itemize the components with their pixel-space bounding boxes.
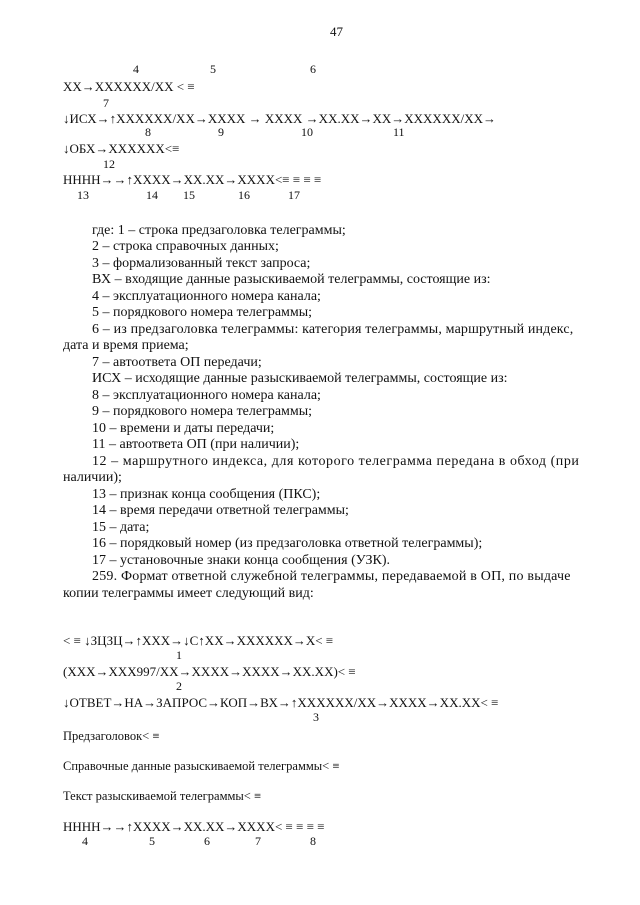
format-number: 17 (288, 188, 300, 202)
format-number: 5 (149, 834, 155, 848)
format-line: < ≡ ↓ЗЦЗЦ→↑ХХХ→↓С↑ХХ→ХХХХХХ→Х< ≡ (63, 633, 334, 648)
format-line: Текст разыскиваемой телеграммы< ≡ (63, 789, 262, 803)
format-number: 6 (310, 62, 316, 76)
legend-line: 9 – порядкового номера телеграммы; (92, 404, 313, 419)
legend-line: 3 – формализованный текст запроса; (92, 256, 311, 271)
format-number: 2 (176, 679, 182, 693)
format-line: Предзаголовок< ≡ (63, 729, 160, 743)
format-number: 7 (255, 834, 261, 848)
legend-line: ВХ – входящие данные разыскиваемой телеграммы, состоящие из: (92, 272, 491, 287)
format-number: 13 (77, 188, 89, 202)
legend-line: 4 – эксплуатационного номера канала; (92, 289, 321, 304)
legend-line: 2 – строка справочных данных; (92, 239, 279, 254)
format-number: 4 (133, 62, 139, 76)
legend-line: ИСХ – исходящие данные разыскиваемой телеграммы, состоящие из: (92, 371, 508, 386)
legend-line: 10 – времени и даты передачи; (92, 421, 275, 436)
legend-line: копии телеграммы имеет следующий вид: (63, 586, 314, 601)
format-number: 8 (145, 125, 151, 139)
format-number: 16 (238, 188, 250, 202)
format-number: 15 (183, 188, 195, 202)
legend-line: 13 – признак конца сообщения (ПКС); (92, 487, 321, 502)
format-line: ↓ОБХ→ХХХХХХ<≡ (63, 141, 180, 156)
legend-line: 7 – автоответа ОП передачи; (92, 355, 262, 370)
legend-line: 17 – установочные знаки конца сообщения (УЗК). (92, 553, 390, 568)
format-number: 4 (82, 834, 88, 848)
format-line: НННН→→↑ХХХХ→ХХ.ХХ→ХХХХ<≡ ≡ ≡ ≡ (63, 172, 322, 187)
legend-line: 259. Формат ответной служебной телеграммы, передаваемой в ОП, по выдаче (92, 569, 571, 584)
format-number: 1 (176, 648, 182, 662)
format-number: 10 (301, 125, 313, 139)
page-number: 47 (330, 24, 343, 39)
format-number: 3 (313, 710, 319, 724)
format-number: 14 (146, 188, 158, 202)
format-number: 7 (103, 96, 109, 110)
format-number: 6 (204, 834, 210, 848)
legend-line: дата и время приема; (63, 338, 189, 353)
format-number: 8 (310, 834, 316, 848)
legend-line: 5 – порядкового номера телеграммы; (92, 305, 313, 320)
format-line: ↓ОТВЕТ→НА→ЗАПРОС→КОП→ВХ→↑ХХХХХХ/ХХ→ХХХХ→ХХ.ХХ< ≡ (63, 695, 499, 710)
format-number: 9 (218, 125, 224, 139)
format-line: ↓ИСХ→↑ХХХХХХ/ХХ→ХХХХ → ХХХХ →ХХ.ХХ→ХХ→ХХХХХХ/ХХ→ (63, 111, 496, 126)
legend-line: 15 – дата; (92, 520, 150, 535)
legend-line: 11 – автоответа ОП (при наличии); (92, 437, 300, 452)
format-number: 11 (393, 125, 405, 139)
format-line: Справочные данные разыскиваемой телеграммы< ≡ (63, 759, 340, 773)
legend-line: где: 1 – строка предзаголовка телеграммы; (92, 223, 346, 238)
legend-line: 12 – маршрутного индекса, для которого телеграмма передана в обход (при (92, 454, 580, 469)
format-line: ХХ→ХХХХХХ/ХХ < ≡ (63, 79, 195, 94)
legend-line: 8 – эксплуатационного номера канала; (92, 388, 321, 403)
format-number: 5 (210, 62, 216, 76)
format-line: (ХХХ→ХХХ997/ХХ→ХХХХ→ХХХХ→ХХ.ХХ)< ≡ (63, 664, 356, 679)
legend-line: наличии); (63, 470, 122, 485)
legend-line: 14 – время передачи ответной телеграммы; (92, 503, 349, 518)
legend-line: 16 – порядковый номер (из предзаголовка ответной телеграммы); (92, 536, 483, 551)
legend-line: 6 – из предзаголовка телеграммы: категория телеграммы, маршрутный индекс, (92, 322, 574, 337)
format-number: 12 (103, 157, 115, 171)
format-line: НННН→→↑ХХХХ→ХХ.ХХ→ХХХХ< ≡ ≡ ≡ ≡ (63, 819, 325, 834)
